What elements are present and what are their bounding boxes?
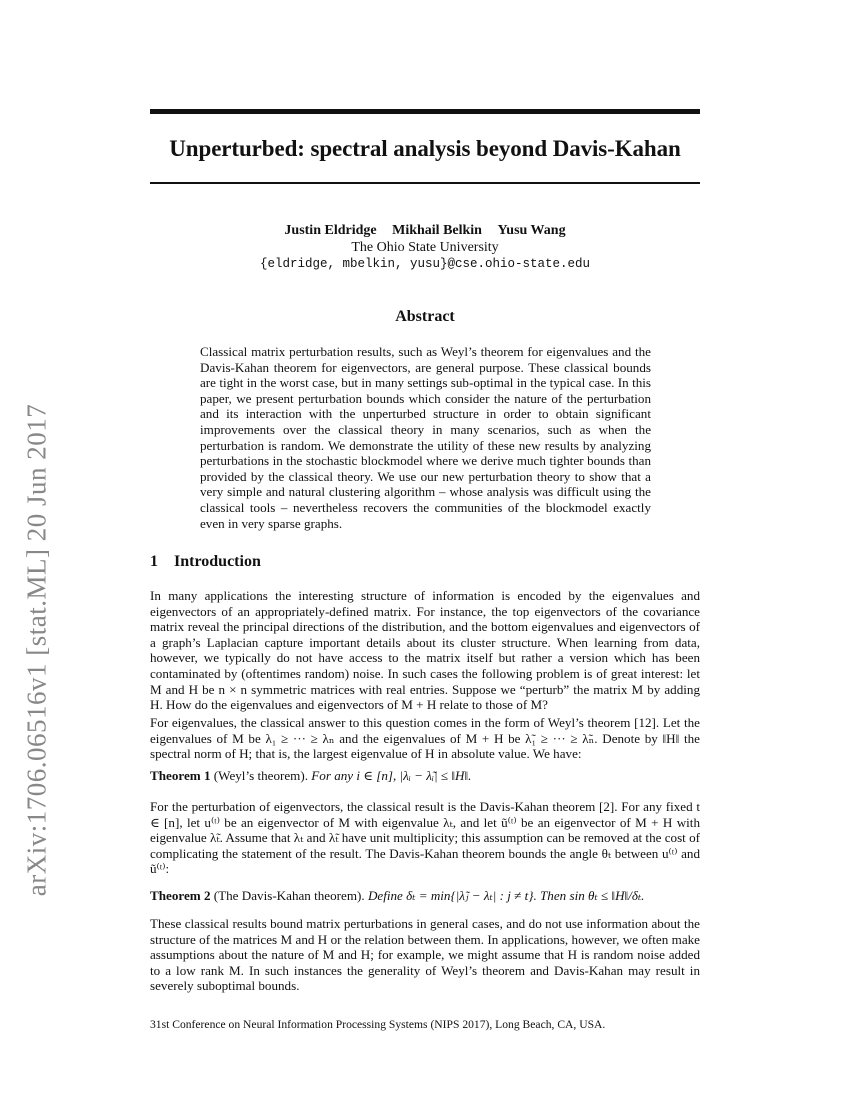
author-name: Mikhail Belkin	[392, 223, 482, 238]
section-heading	[150, 553, 261, 571]
arxiv-identifier: arXiv:1706.06516v1 [stat.ML] 20 Jun 2017	[21, 403, 52, 897]
title-top-rule	[150, 109, 700, 114]
theorem-1-statement: For any i ∈ [n], |λᵢ − λ̃ᵢ| ≤ ‖H‖.	[311, 768, 472, 783]
author-block	[150, 222, 700, 273]
intro-paragraph-3: For the perturbation of eigenvectors, the classical result is the Davis-Kahan theorem [2]. For any fixed t ∈ [n], let u⁽ᵗ⁾ be an eigenvector of M with eigenvalue λₜ, and let ũ⁽ᵗ⁾ be an eigenvector of M + H with eigenvalue λ̃ₜ. Assume that λₜ and λ̃ₜ have unit multiplicity; this assumption can be removed at the cost of complicating the statement of the result. The Davis-Kahan theorem bounds the angle θₜ between u⁽ᵗ⁾ and ũ⁽ᵗ⁾:	[150, 799, 700, 877]
author-name: Justin Eldridge	[284, 223, 377, 238]
author-affiliation: The Ohio State University	[351, 240, 499, 255]
theorem-1-label: Theorem 1	[150, 768, 211, 783]
theorem-2-statement: Define δₜ = min{|λ̃ⱼ − λₜ| : j ≠ t}. Then sin θₜ ≤ ‖H‖/δₜ.	[367, 888, 645, 903]
intro-paragraph-1: In many applications the interesting structure of information is encoded by the eigenvalues and eigenvectors of an appropriately-defined matrix. For instance, the top eigenvectors of the covariance matrix reveal the principal directions of the distribution, and the bottom eigenvalues and eigenvectors of a graph’s Laplacian capture important details about its cluster structure. When learning from data, however, we typically do not have access to the matrix itself but rather a version which has been contaminated by (oftentimes random) noise. In such cases the following problem is of great interest: let M and H be n × n symmetric matrices with real entries. Suppose we “perturb” the matrix M by adding H. How do the eigenvalues and eigenvectors of M + H relate to those of M?	[150, 588, 700, 713]
section-title: Introduction	[174, 553, 261, 570]
abstract-text: Classical matrix perturbation results, such as Weyl’s theorem for eigenvalues and the Davis-Kahan theorem for eigenvectors, are general purpose. These classical bounds are tight in the worst case, but in many settings sub-optimal in the typical case. In this paper, we present perturbation bounds which consider the nature of the perturbation and its interaction with the unperturbed structure in order to obtain significant improvements over the classical theory in many scenarios, such as when the perturbation is random. We demonstrate the utility of these new results by analyzing perturbations in the stochastic blockmodel where we derive much tighter bounds than provided by the classical theory. We use our new perturbation theory to show that a very simple and natural clustering algorithm – whose analysis was difficult using the classical tools – nevertheless recovers the communities of the blockmodel exactly even in very sparse graphs.	[200, 344, 651, 531]
theorem-1-name: (Weyl’s theorem).	[213, 768, 308, 783]
author-name: Yusu Wang	[497, 223, 566, 238]
section-number: 1	[150, 553, 158, 570]
theorem-2	[150, 888, 700, 904]
theorem-2-name: (The Davis-Kahan theorem).	[213, 888, 365, 903]
author-names	[150, 222, 700, 239]
author-emails: {eldridge, mbelkin, yusu}@cse.ohio-state.edu	[259, 257, 591, 271]
abstract-heading: Abstract	[395, 308, 455, 325]
intro-paragraph-2: For eigenvalues, the classical answer to this question comes in the form of Weyl’s theorem [12]. Let the eigenvalues of M be λ₁ ≥ ··· ≥ λₙ and the eigenvalues of M + H be λ̃₁ ≥ ··· ≥ λ̃ₙ. Denote by ‖H‖ the spectral norm of H; that is, the largest eigenvalue of H in absolute value. We have:	[150, 715, 700, 762]
intro-paragraph-4: These classical results bound matrix perturbations in general cases, and do not use information about the structure of the matrices M and H or the relation between them. In applications, however, we often make assumptions about the nature of M and H; for example, we might assume that H is random noise added to a low rank M. In such instances the generality of Weyl’s theorem and Davis-Kahan may result in severely suboptimal bounds.	[150, 916, 700, 994]
theorem-1	[150, 768, 700, 784]
title-bottom-rule	[150, 182, 700, 184]
conference-footnote: 31st Conference on Neural Information Processing Systems (NIPS 2017), Long Beach, CA, USA.	[150, 1018, 606, 1031]
theorem-2-label: Theorem 2	[150, 888, 211, 903]
paper-title: Unperturbed: spectral analysis beyond Davis-Kahan	[169, 136, 681, 161]
